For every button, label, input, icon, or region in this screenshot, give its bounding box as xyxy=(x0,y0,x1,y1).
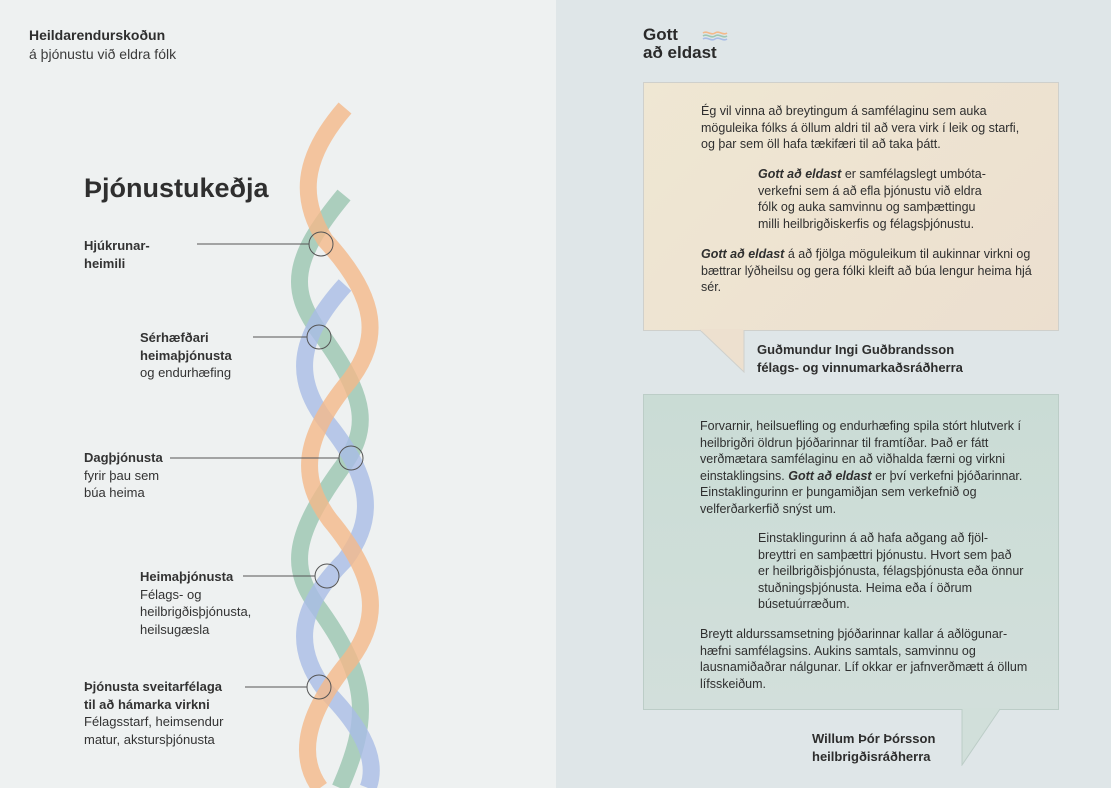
emphasis-text: Gott að eldast xyxy=(758,167,842,181)
paragraph-text: Forvarnir, heilsuefling og endurhæfing spila stórt hlutverk í heilbrigðri öldrun þjóðarinnar til framtíðar. Það er fátt verðmætara samfélaginu en að viðhalda færni og virkni einstaklingsins. xyxy=(700,419,1021,483)
quote1-paragraph-1: Ég vil vinna að breytingum á samfélaginu sem auka möguleika fólks á öllum aldri til að vera virk í leik og starfi, og þar sem öll hafa tækifæri til að taka þátt. xyxy=(701,104,1020,151)
author-role: félags- og vinnumarkaðsráðherra xyxy=(757,360,963,375)
service-item-nursing-home xyxy=(84,237,150,272)
author-name: Guðmundur Ingi Guðbrandsson xyxy=(757,342,955,357)
quote2-paragraph-2: Einstaklingurinn á að hafa aðgang að fjöl- breyttri en samþættri þjónustu. Hvort sem það er heilbrigðisþjónusta, félagsþjónusta eða önnur stuðningsþjónusta. Heima eða í öðrum búsetuúrræðum. xyxy=(758,531,1024,611)
quote2-paragraph-1 xyxy=(700,418,1030,517)
logo-line-2: að eldast xyxy=(643,43,717,62)
quote1-signature xyxy=(757,341,963,377)
paragraph-text: á að fjölga möguleikum til aukinnar virkni og bættrar lýðheilsu og gera fólki kleift að búa lengur heima hjá sér. xyxy=(701,247,1032,294)
service-item-home-care xyxy=(140,568,251,638)
paragraph-text: er því verkefni þjóðarinnar. Einstaklingurinn er þungamiðjan sem verkefnið og velferðarkerfið snýst um. xyxy=(700,468,1023,516)
speech-bubble-tail xyxy=(700,329,760,373)
quote2-signature xyxy=(812,730,935,766)
quote1-paragraph-2 xyxy=(758,166,998,232)
service-label: Sérhæfðari xyxy=(140,330,209,345)
service-description: Félags- og xyxy=(140,586,202,602)
service-description: heilbrigðisþjónusta, xyxy=(140,604,252,619)
service-label: Dagþjónusta xyxy=(84,450,163,465)
service-description: Félagsstarf, heimsendur xyxy=(84,714,224,729)
service-description: heilsugæsla xyxy=(140,621,210,637)
author-role: heilbrigðisráðherra xyxy=(812,749,931,764)
emphasis-text: Gott að eldast xyxy=(701,247,785,261)
service-item-specialized-home-care xyxy=(140,329,232,382)
service-label: heimili xyxy=(84,255,126,271)
service-label: Hjúkrunar- xyxy=(84,238,150,253)
service-description: og endurhæfing xyxy=(140,365,232,380)
service-description: matur, akstursþjónusta xyxy=(84,731,215,747)
service-description: búa heima xyxy=(84,485,145,500)
service-description: fyrir þau sem xyxy=(84,467,160,483)
service-label: heimaþjónusta xyxy=(140,347,232,363)
document-subtitle: á þjónustu við eldra fólk xyxy=(29,46,177,62)
quote1-paragraph-3 xyxy=(701,246,1033,296)
speech-bubble-tail xyxy=(952,708,1002,766)
service-label: Heimaþjónusta xyxy=(140,569,234,584)
service-item-municipal-services xyxy=(84,678,223,748)
service-item-day-care xyxy=(84,449,163,502)
service-label: Þjónusta sveitarfélaga xyxy=(84,679,222,694)
section-title: Þjónustukeðja xyxy=(84,173,269,203)
service-label: til að hámarka virkni xyxy=(84,696,210,712)
paragraph-text: er samfélagslegt umbóta- verkefni sem á að efla þjónustu við eldra fólk og auka samvinnu og samþættingu milli heilbrigðiskerfis og félagsþjónustu. xyxy=(758,167,986,231)
document-title: Heildarendurskoðun xyxy=(29,27,166,43)
emphasis-text: Gott að eldast xyxy=(788,468,872,483)
author-name: Willum Þór Þórsson xyxy=(812,731,936,746)
wave-logo-icon xyxy=(702,30,728,42)
logo-line-1: Gott xyxy=(643,25,678,44)
quote2-paragraph-3: Breytt aldurssamsetning þjóðarinnar kallar á aðlögunar- hæfni samfélagsins. Aukins samtals, samvinnu og lausnamiðaðrar nálgunar. Líf okkar er jafnverðmætt á öllum lífsskeiðum. xyxy=(700,627,1028,691)
